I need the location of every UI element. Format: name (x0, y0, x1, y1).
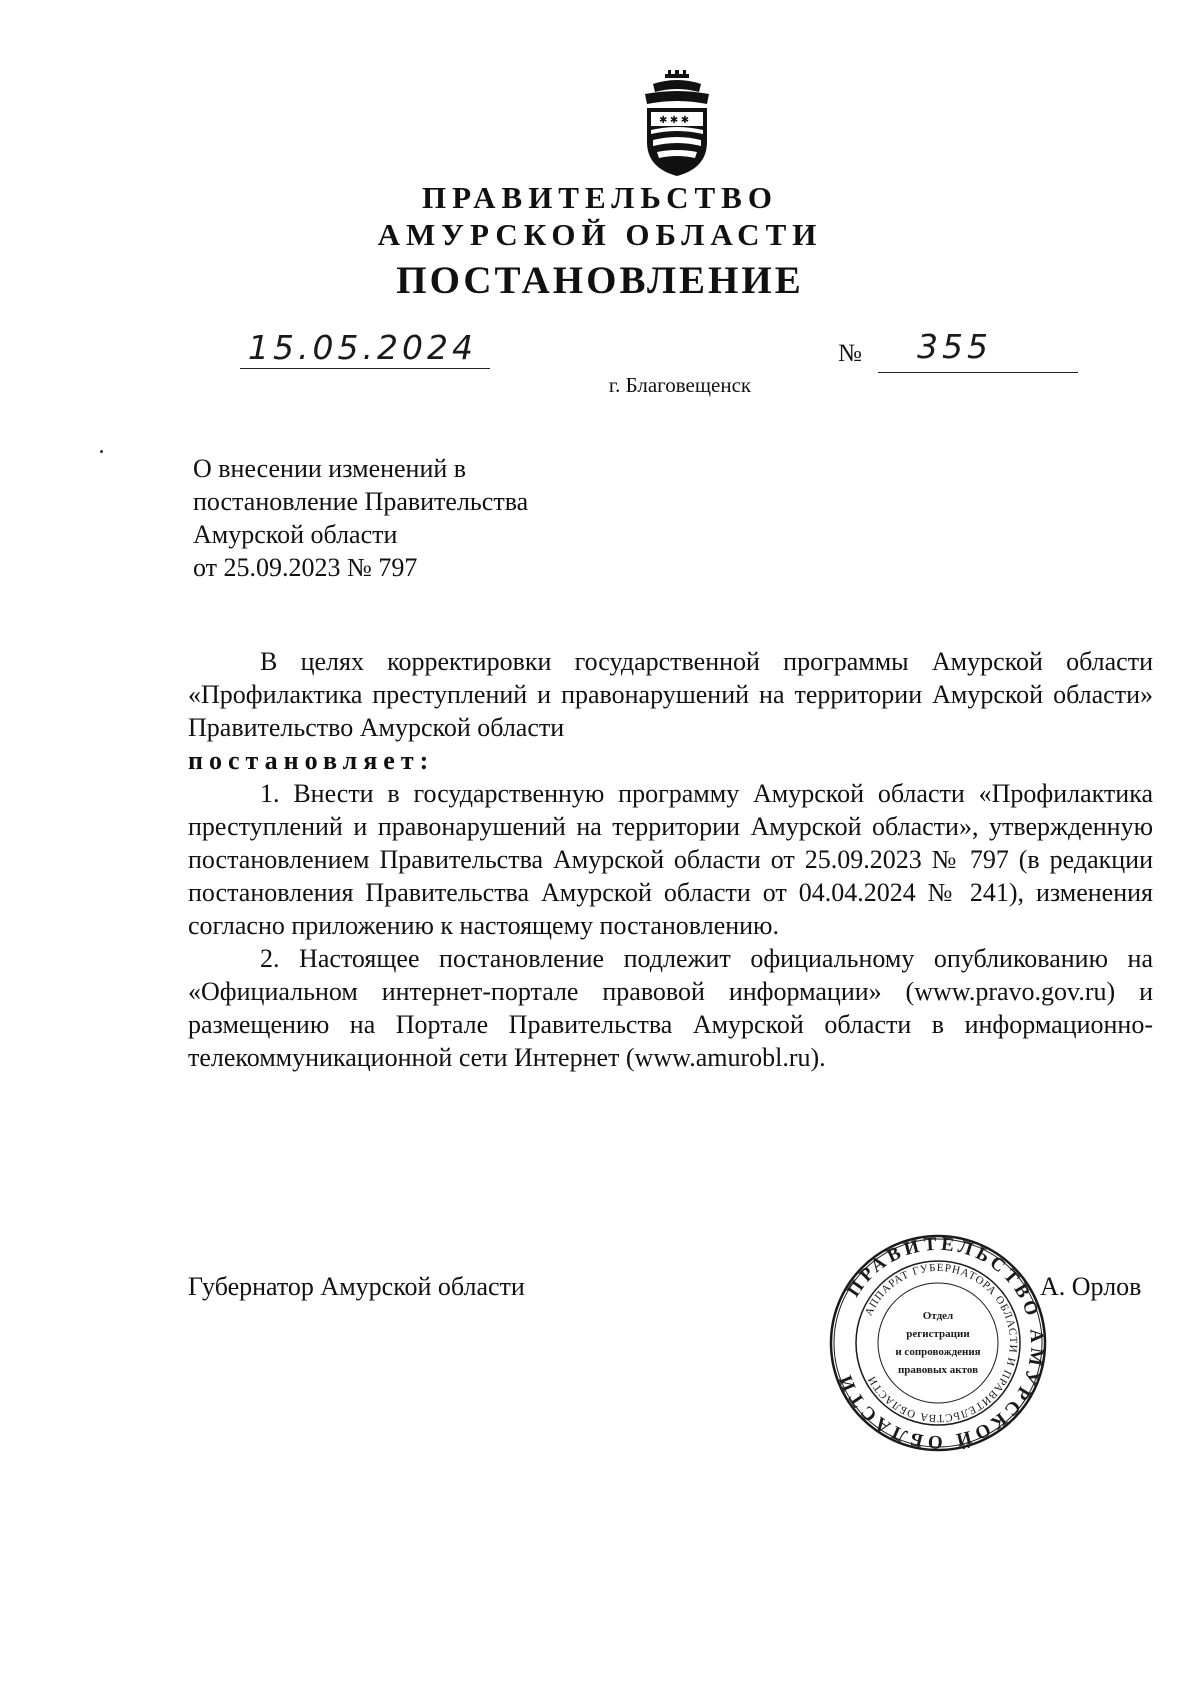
svg-text:✱ ✱ ✱: ✱ ✱ ✱ (659, 115, 690, 126)
stamp-outer-text: ПРАВИТЕЛЬСТВО АМУРСКОЙ ОБЛАСТИ (833, 1233, 1048, 1453)
city-name: г. Благовещенск (608, 373, 752, 397)
margin-dot (100, 450, 103, 453)
resolves-word: постановляет: (188, 746, 435, 775)
official-seal-stamp (828, 1233, 1048, 1453)
amur-region-emblem-icon (635, 70, 719, 180)
stamp-center-line: правовых актов (897, 1364, 979, 1376)
svg-text:АППАРАТ ГУБЕРНАТОРА ОБЛАСТИ И (863, 1262, 1019, 1424)
stamp-center-line: Отдел (922, 1310, 954, 1322)
handwritten-date: 15.05.2024 (248, 328, 477, 367)
stamp-center-line: регистрации (906, 1328, 970, 1340)
document-subject (193, 452, 528, 584)
signer-position: Губернатор Амурской области (188, 1272, 525, 1301)
handwritten-number: 355 (917, 327, 992, 366)
preamble-paragraph: В целях корректировки государственной программы Амурской области «Профилактика преступлений и правонарушений на территории Амурской области» Правительство Амурской области (188, 647, 1153, 742)
government-title-line1: ПРАВИТЕЛЬСТВО (422, 180, 778, 215)
item-1-paragraph: 1. Внести в государственную программу Амурской области «Профилактика преступлений и правонарушений на территории Амурской области», утвержденную постановлением Правительства Амурской области от 25.09.2023 № 797 (в редакции постановления Правительства Амурской области от 04.04.2024 № 241), изменения согласно приложению к настоящему постановлению. (188, 779, 1153, 940)
stamp-inner-text: АППАРАТ ГУБЕРНАТОРА ОБЛАСТИ И ПРАВИТЕЛЬСТВА ОБЛАСТИ (862, 1261, 1020, 1425)
stamp-center-line: и сопровождения (895, 1346, 981, 1358)
subject-line: постановление Правительства (193, 487, 529, 516)
subject-line: от 25.09.2023 № 797 (193, 553, 418, 582)
date-underline (240, 368, 490, 369)
subject-line: Амурской области (193, 520, 398, 549)
document-type-heading: ПОСТАНОВЛЕНИЕ (396, 259, 804, 302)
subject-line: О внесении изменений в (193, 454, 467, 483)
signer-name: А. Орлов (1040, 1272, 1142, 1301)
document-body (188, 645, 1153, 1074)
government-title-line2: АМУРСКОЙ ОБЛАСТИ (377, 217, 823, 252)
number-sign: № (838, 340, 862, 367)
item-2-paragraph: 2. Настоящее постановление подлежит официальному опубликованию на «Официальном интернет-портале правовой информации» (www.pravo.gov.ru) и размещению на Портале Правительства Амурской области в информационно-телекоммуникационной сети Интернет (www.amurobl.ru). (188, 944, 1153, 1072)
